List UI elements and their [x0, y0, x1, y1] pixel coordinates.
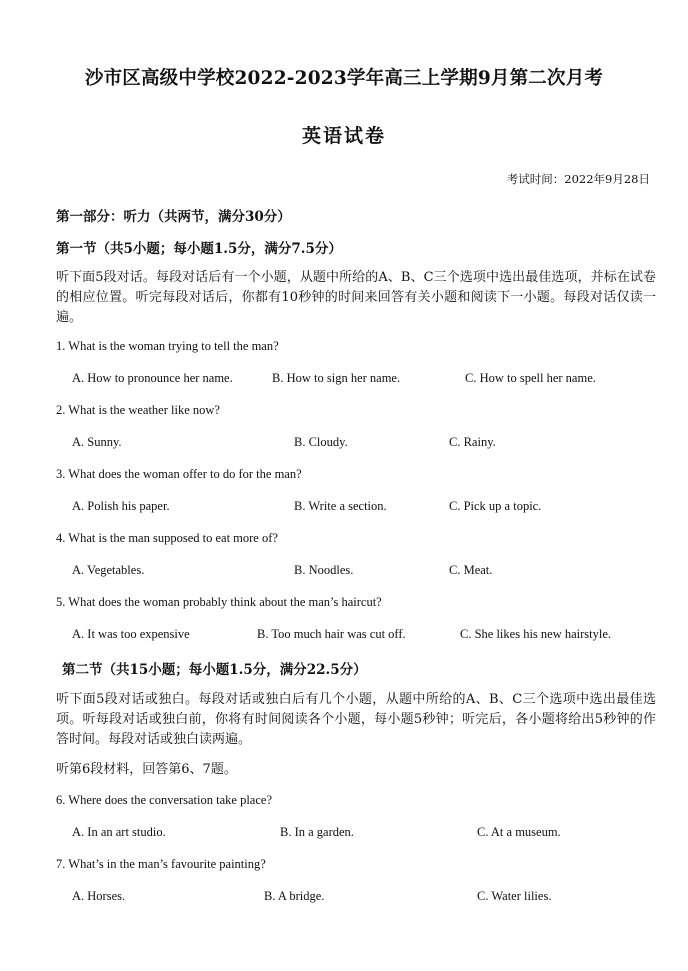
question-6: 6. Where does the conversation take place? — [56, 793, 272, 807]
option-b: B. Cloudy. — [294, 435, 348, 449]
option-b: B. Noodles. — [294, 563, 354, 577]
question-1-options — [0, 371, 688, 389]
option-c: C. Water lilies. — [477, 889, 552, 903]
option-c: C. Pick up a topic. — [449, 499, 542, 513]
option-a: A. How to pronounce her name. — [72, 371, 233, 385]
option-c: C. She likes his new hairstyle. — [460, 627, 612, 641]
question-5: 5. What does the woman probably think about the man’s haircut? — [56, 595, 382, 609]
question-6-options — [0, 825, 688, 843]
option-a: A. Sunny. — [72, 435, 122, 449]
question-4-options — [0, 563, 688, 581]
option-a: A. Horses. — [72, 889, 126, 903]
question-7-options — [0, 889, 688, 907]
section1-heading: 第一节（共5小题；每小题1.5分，满分7.5分） — [56, 241, 342, 257]
option-c: C. Meat. — [449, 563, 493, 577]
question-3-options — [0, 499, 688, 517]
question-2: 2. What is the weather like now? — [56, 403, 220, 417]
option-b: B. How to sign her name. — [272, 371, 401, 385]
section2-instructions: 听下面5段对话或独白。每段对话或独白后有几个小题，从题中所给的A、B、C三个选项中选出最佳选项。听每段对话或独白前，你将有时间阅读各个小题，每小题5秒钟；听完后，各小题将给出5秒钟的作答时间。每段对话或独白读两遍。 — [56, 692, 656, 747]
question-2-options — [0, 435, 688, 453]
question-3: 3. What does the woman offer to do for the man? — [56, 467, 302, 481]
option-b: B. Too much hair was cut off. — [257, 627, 406, 641]
option-b: B. A bridge. — [264, 889, 325, 903]
option-c: C. At a museum. — [477, 825, 561, 839]
exam-time: 考试时间：2022年9月28日 — [506, 172, 650, 186]
material-note: 听第6段材料，回答第6、7题。 — [56, 762, 237, 777]
question-1: 1. What is the woman trying to tell the man? — [56, 339, 279, 353]
section1-instructions: 听下面5段对话。每段对话后有一个小题，从题中所给的A、B、C三个选项中选出最佳选项，并标在试卷的相应位置。听完每段对话后，你都有10秒钟的时间来回答有关小题和阅读下一小题。每段对话仅读一遍。 — [56, 270, 656, 325]
exam-subject-title: 英语试卷 — [301, 125, 386, 147]
option-b: B. In a garden. — [280, 825, 354, 839]
option-a: A. Vegetables. — [72, 563, 145, 577]
option-b: B. Write a section. — [294, 499, 387, 513]
option-c: C. How to spell her name. — [465, 371, 596, 385]
question-7: 7. What’s in the man’s favourite painting? — [56, 857, 266, 871]
option-a: A. In an art studio. — [72, 825, 166, 839]
option-a: A. It was too expensive — [72, 627, 190, 641]
exam-title: 沙市区高级中学校2022-2023学年高三上学期9月第二次月考 — [84, 68, 604, 89]
part1-heading: 第一部分：听力（共两节，满分30分） — [56, 209, 291, 225]
option-c: C. Rainy. — [449, 435, 496, 449]
option-a: A. Polish his paper. — [72, 499, 170, 513]
question-5-options — [0, 627, 688, 645]
question-4: 4. What is the man supposed to eat more of? — [56, 531, 278, 545]
section2-heading: 第二节（共15小题；每小题1.5分，满分22.5分） — [62, 662, 367, 678]
